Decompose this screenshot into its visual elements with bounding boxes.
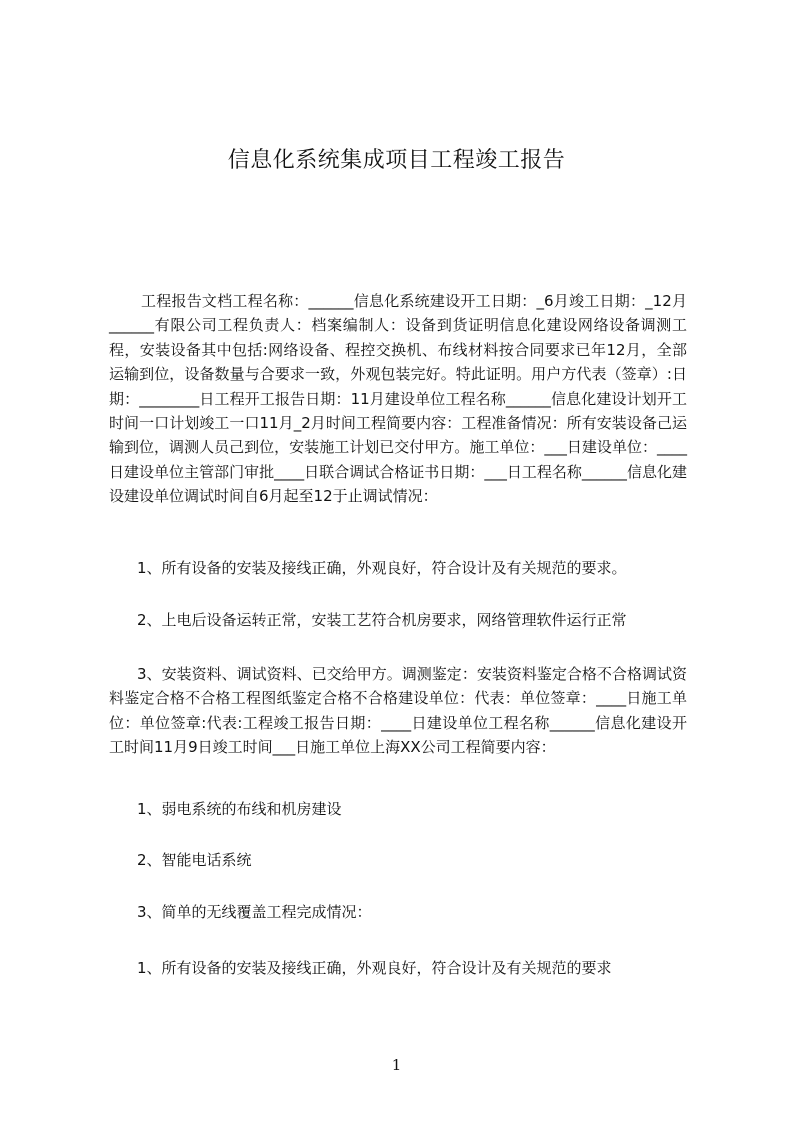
body-paragraph-1: 工程报告文档工程名称：______信息化系统建设开工日期：_6月竣工日期：_12月______有限公司工程负责人：档案编制人：设备到货证明信息化建设网络设备调测工程，安装设备其中包括:网络设备、程控交换机、布线材料按合同要求已年12月，全部运输到位，设备数量与合要求一致，外观包装完好。特此证明。用户方代表（签章）:日期：________日工程开工报告日期：11月建设单位工程名称______信息化建设计划开工时间一口计划竣工一口11月_2月时间工程简要内容：工程准备情况：所有安装设备己运输到位，调测人员己到位，安装施工计划已交付甲方。施工单位：___日建设单位：____日建设单位主管部门审批____日联合调试合格证书日期：___日工程名称______信息化建设建设单位调试时间自6月起至12于止调试情况： — [109, 292, 687, 506]
list-item: 1、弱电系统的布线和机房建设 — [137, 800, 342, 818]
page-number: 1 — [391, 1056, 402, 1074]
list-item: 3、简单的无线覆盖工程完成情况： — [137, 903, 372, 921]
body-paragraph-2: 3、安装资料、调试资料、已交给甲方。调测鉴定：安装资料鉴定合格不合格调试资料鉴定合格不合格工程图纸鉴定合格不合格建设单位：代表：单位签章：____日施工单位：单位签章:代表:工程竣工报告日期：____日建设单位工程名称______信息化建设开工时间11月9日竣工时间___日施工单位上海XX公司工程简要内容： — [109, 665, 687, 757]
document-title: 信息化系统集成项目工程竣工报告 — [227, 148, 566, 173]
list-item: 1、所有设备的安装及接线正确，外观良好，符合设计及有关规范的要求。 — [137, 559, 627, 577]
list-item: 2、上电后设备运转正常，安装工艺符合机房要求，网络管理软件运行正常 — [137, 611, 627, 629]
list-item: 1、所有设备的安装及接线正确，外观良好，符合设计及有关规范的要求 — [137, 959, 612, 977]
list-item: 2、智能电话系统 — [137, 851, 252, 869]
